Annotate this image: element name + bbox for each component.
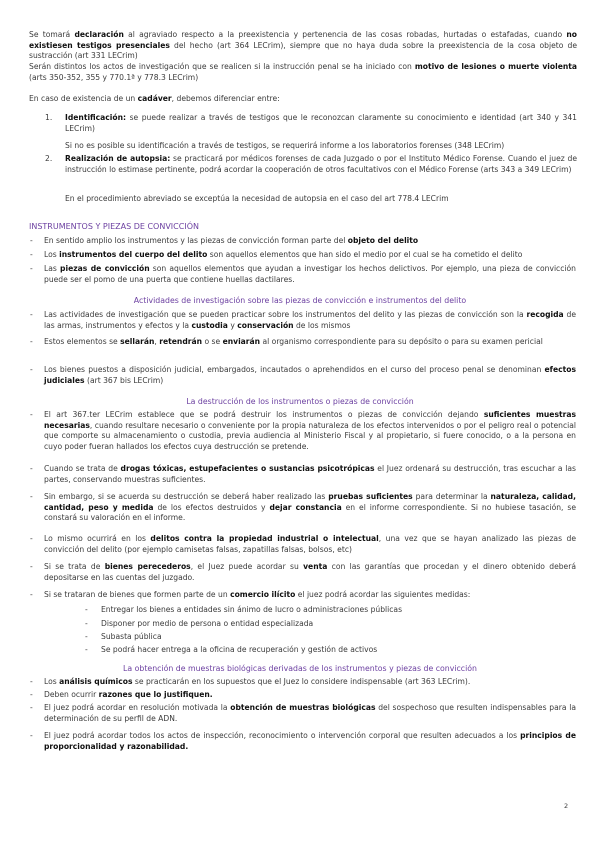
medida-text: Se podrá hacer entrega a la oficina de recuperación y gestión de activos	[101, 645, 378, 654]
bullet-marker: -	[30, 562, 33, 571]
bullet-marker: -	[30, 464, 33, 473]
bullet-text: Los bienes puestos a disposición judicial, embargados, incautados o aprehendidos en el curso del proceso penal se denominan efectos judiciales (art 367 bis LECrim)	[44, 365, 576, 385]
bold-term: declaración	[74, 30, 124, 39]
bullet-marker: -	[85, 645, 88, 654]
bold-term: enviarán	[222, 337, 261, 346]
destruccion-bullet-item	[30, 562, 577, 583]
bullet-text: Lo mismo ocurrirá en los delitos contra la propiedad industrial o intelectual, una vez que se hayan analizado las piezas de convicción del delito (por ejemplo camisetas falsas, zapatillas falsas, bolsos, etc)	[44, 534, 576, 554]
bullet-text: Las actividades de investigación que se pueden practicar sobre los instrumentos del delito y las piezas de convicción son la recogida de las armas, instrumentos y efectos y la custodia y conservación de los mismos	[44, 310, 577, 330]
bold-term: análisis químicos	[59, 677, 133, 686]
bold-term: motivo de lesiones o muerte violenta	[414, 62, 578, 71]
bullet-marker: -	[30, 534, 33, 543]
item-number: 2.	[45, 154, 53, 163]
bullet-marker: -	[30, 492, 33, 501]
bullet-text: Los análisis químicos se practicarán en los supuestos que el Juez lo considere indispensable (art 363 LECrim).	[44, 677, 471, 686]
bold-term: bienes perecederos	[104, 562, 191, 571]
bullet-marker: -	[30, 703, 33, 712]
bold-term: conservación	[237, 320, 294, 330]
muestras-bullet-item	[30, 677, 576, 688]
bold-term: piezas de convicción	[60, 264, 150, 273]
intro-paragraph-declaracion: Se tomará declaración al agraviado respecto a la preexistencia y pertenencia de las cosas robadas, hurtadas o estafadas, cuando no existiesen testigos presenciales del hecho (art 364 LECrim), siempre que no haya duda sobre la preexistencia de la cosa objeto de sustracción (art 331 LECrim)	[29, 30, 577, 61]
destruccion-bullet-item	[30, 534, 576, 555]
bold-term: objeto del delito	[347, 236, 419, 245]
destruccion-bullet-item	[30, 410, 576, 452]
item-number: 1.	[45, 113, 53, 122]
bullet-text: Si se trataran de bienes que formen parte de un comercio ilícito el juez podrá acordar las siguientes medidas:	[44, 590, 471, 599]
bullet-marker: -	[30, 365, 33, 374]
bullet-text: Deben ocurrir razones que lo justifiquen.	[44, 690, 213, 699]
bullet-marker: -	[30, 264, 33, 273]
medida-text: Disponer por medio de persona o entidad especializada	[101, 619, 314, 628]
numbered-item-autopsia	[45, 154, 577, 175]
muestras-bullet-item	[30, 703, 576, 724]
bullet-marker: -	[30, 250, 33, 259]
bullet-marker: -	[30, 731, 33, 740]
medida-item	[85, 605, 571, 616]
subsection-title-muestras: La obtención de muestras biológicas derivadas de los instrumentos y piezas de convicción	[123, 664, 477, 673]
actividades-bullet-item	[30, 365, 576, 386]
medida-text: Subasta pública	[101, 632, 162, 641]
bullet-text: Si se trata de bienes perecederos, el Juez puede acordar su venta con las garantías que procedan y el dinero obtenido deberá depositarse en las cuentas del juzgado.	[44, 562, 577, 582]
bold-term: razones que lo justifiquen.	[98, 690, 213, 699]
bold-term: naturaleza, calidad, cantidad, peso y medida	[44, 492, 576, 512]
bold-term: Identificación:	[65, 113, 127, 122]
section-bullet-item	[30, 236, 576, 247]
bullet-marker: -	[30, 590, 33, 599]
bold-term: pruebas suficientes	[328, 492, 413, 501]
subsection-title-destruccion: La destrucción de los instrumentos o piezas de convicción	[186, 397, 414, 406]
bold-term: comercio ilícito	[230, 590, 296, 599]
bold-term: dejar constancia	[269, 502, 342, 512]
bold-term: cadáver	[137, 94, 172, 103]
numbered-item-continuation: Si no es posible su identificación a través de testigos, se requerirá informe a los laboratorios forenses (348 LECrim)	[65, 141, 505, 150]
bullet-text: Cuando se trata de drogas tóxicas, estupefacientes o sustancias psicotrópicas el Juez ordenará su destrucción, tras escuchar a las partes, conservando muestras suficientes.	[44, 464, 576, 484]
bullet-text: Estos elementos se sellarán, retendrán o se enviarán al organismo correspondiente para su depósito o para su examen pericial	[44, 337, 543, 346]
bullet-marker: -	[30, 690, 33, 699]
muestras-bullet-item	[30, 731, 576, 752]
bold-term: no existiesen testigos presenciales	[29, 30, 577, 50]
bullet-marker: -	[85, 619, 88, 628]
bullet-marker: -	[30, 677, 33, 686]
bold-term: recogida	[526, 310, 564, 319]
medida-item	[85, 645, 571, 656]
page-number: 2	[564, 802, 569, 810]
bold-term: delitos contra la propiedad industrial o intelectual	[150, 534, 379, 543]
bold-term: sellarán	[120, 337, 155, 346]
bullet-marker: -	[85, 605, 88, 614]
destruccion-bullet-item	[30, 464, 576, 485]
medida-item	[85, 619, 571, 630]
muestras-bullet-item	[30, 690, 576, 701]
bullet-marker: -	[30, 410, 33, 419]
item-text: Identificación: se puede realizar a través de testigos que le reconozcan claramente su conocimiento e identidad (art 340 y 341 LECrim)	[65, 113, 577, 133]
bullet-text: Las piezas de convicción son aquellos elementos que ayudan a investigar los hechos delictivos. Por ejemplo, una pieza de convicción puede ser el pomo de una puerta que contiene huellas dactilares.	[44, 264, 576, 284]
bold-term: custodia	[191, 320, 228, 330]
bold-term: retendrán	[159, 337, 203, 346]
intro-paragraph-lesiones: Serán distintos los actos de investigación que se realicen si la instrucción penal se ha iniciado con motivo de lesiones o muerte violenta (arts 350-352, 355 y 770.1ª y 778.3 LECrim)	[29, 62, 578, 82]
bullet-marker: -	[30, 236, 33, 245]
bullet-text: En sentido amplio los instrumentos y las piezas de convicción forman parte del objeto del delito	[44, 236, 419, 245]
numbered-item-identificacion	[45, 113, 577, 134]
bold-term: drogas tóxicas, estupefacientes o sustancias psicotrópicas	[120, 464, 375, 473]
bold-term: suficientes muestras necesarias	[44, 410, 576, 430]
actividades-bullet-item	[30, 310, 577, 331]
bold-term: venta	[303, 562, 328, 571]
bold-term: obtención de muestras biológicas	[230, 703, 376, 712]
bullet-marker: -	[30, 310, 33, 319]
section-bullet-item	[30, 250, 576, 261]
bold-term: instrumentos del cuerpo del delito	[59, 250, 208, 259]
bullet-text: El juez podrá acordar en resolución motivada la obtención de muestras biológicas del sospechoso que resulten indispensables para la determinación de su perfil de ADN.	[44, 703, 576, 723]
numbered-item-continuation: En el procedimiento abreviado se exceptúa la necesidad de autopsia en el caso del art 778.4 LECrim	[65, 194, 449, 203]
medida-text: Entregar los bienes a entidades sin ánimo de lucro o administraciones públicas	[101, 605, 403, 614]
destruccion-bullet-item	[30, 590, 576, 601]
bullet-text: Sin embargo, si se acuerda su destrucción se deberá haber realizado las pruebas suficientes para determinar la naturaleza, calidad, cantidad, peso y medida de los efectos destruidos y dejar constancia en el informe correspondiente. Si no hubiese tasación, se constará su valoración en el informe.	[44, 492, 576, 523]
bold-term: principios de proporcionalidad y razonabilidad.	[44, 731, 576, 751]
bold-term: efectos judiciales	[44, 365, 576, 385]
bullet-marker: -	[30, 337, 33, 346]
bullet-text: El art 367.ter LECrim establece que se podrá destruir los instrumentos o piezas de convicción dejando suficientes muestras necesarias, cuando resultare necesario o conveniente por la propia naturaleza de los efectos intervenidos o por el peligro real o potencial que comporte su almacenamiento o custodia, previa audiencia al Ministerio Fiscal y al propietario, si fuere conocido, o a la persona en cuyo poder fueran hallados los efectos cuya destrucción se pretende.	[44, 410, 576, 451]
item-text: Realización de autopsia: se practicará por médicos forenses de cada Juzgado o por el Instituto Médico Forense. Cuando el juez de instrucción lo estimase pertinente, podrá acordar la cooperación de otros facultativos con el Médico Forense (arts 343 a 349 LECrim)	[65, 154, 577, 174]
intro-paragraph-cadaver: En caso de existencia de un cadáver, debemos diferenciar entre:	[29, 94, 280, 103]
bold-term: Realización de autopsia:	[65, 154, 171, 163]
bullet-text: Los instrumentos del cuerpo del delito son aquellos elementos que han sido el medio por el cual se ha cometido el delito	[44, 250, 523, 259]
subsection-title-actividades: Actividades de investigación sobre las piezas de convicción e instrumentos del delito	[133, 296, 467, 305]
section-title: INSTRUMENTOS Y PIEZAS DE CONVICCIÓN	[29, 222, 199, 231]
medida-item	[85, 632, 571, 643]
bullet-text: El juez podrá acordar todos los actos de inspección, reconocimiento o intervención corporal que resulten adecuados a los principios de proporcionalidad y razonabilidad.	[44, 731, 576, 751]
section-bullet-item	[30, 264, 576, 285]
bullet-marker: -	[85, 632, 88, 641]
actividades-bullet-item	[30, 337, 576, 348]
destruccion-bullet-item	[30, 492, 576, 524]
